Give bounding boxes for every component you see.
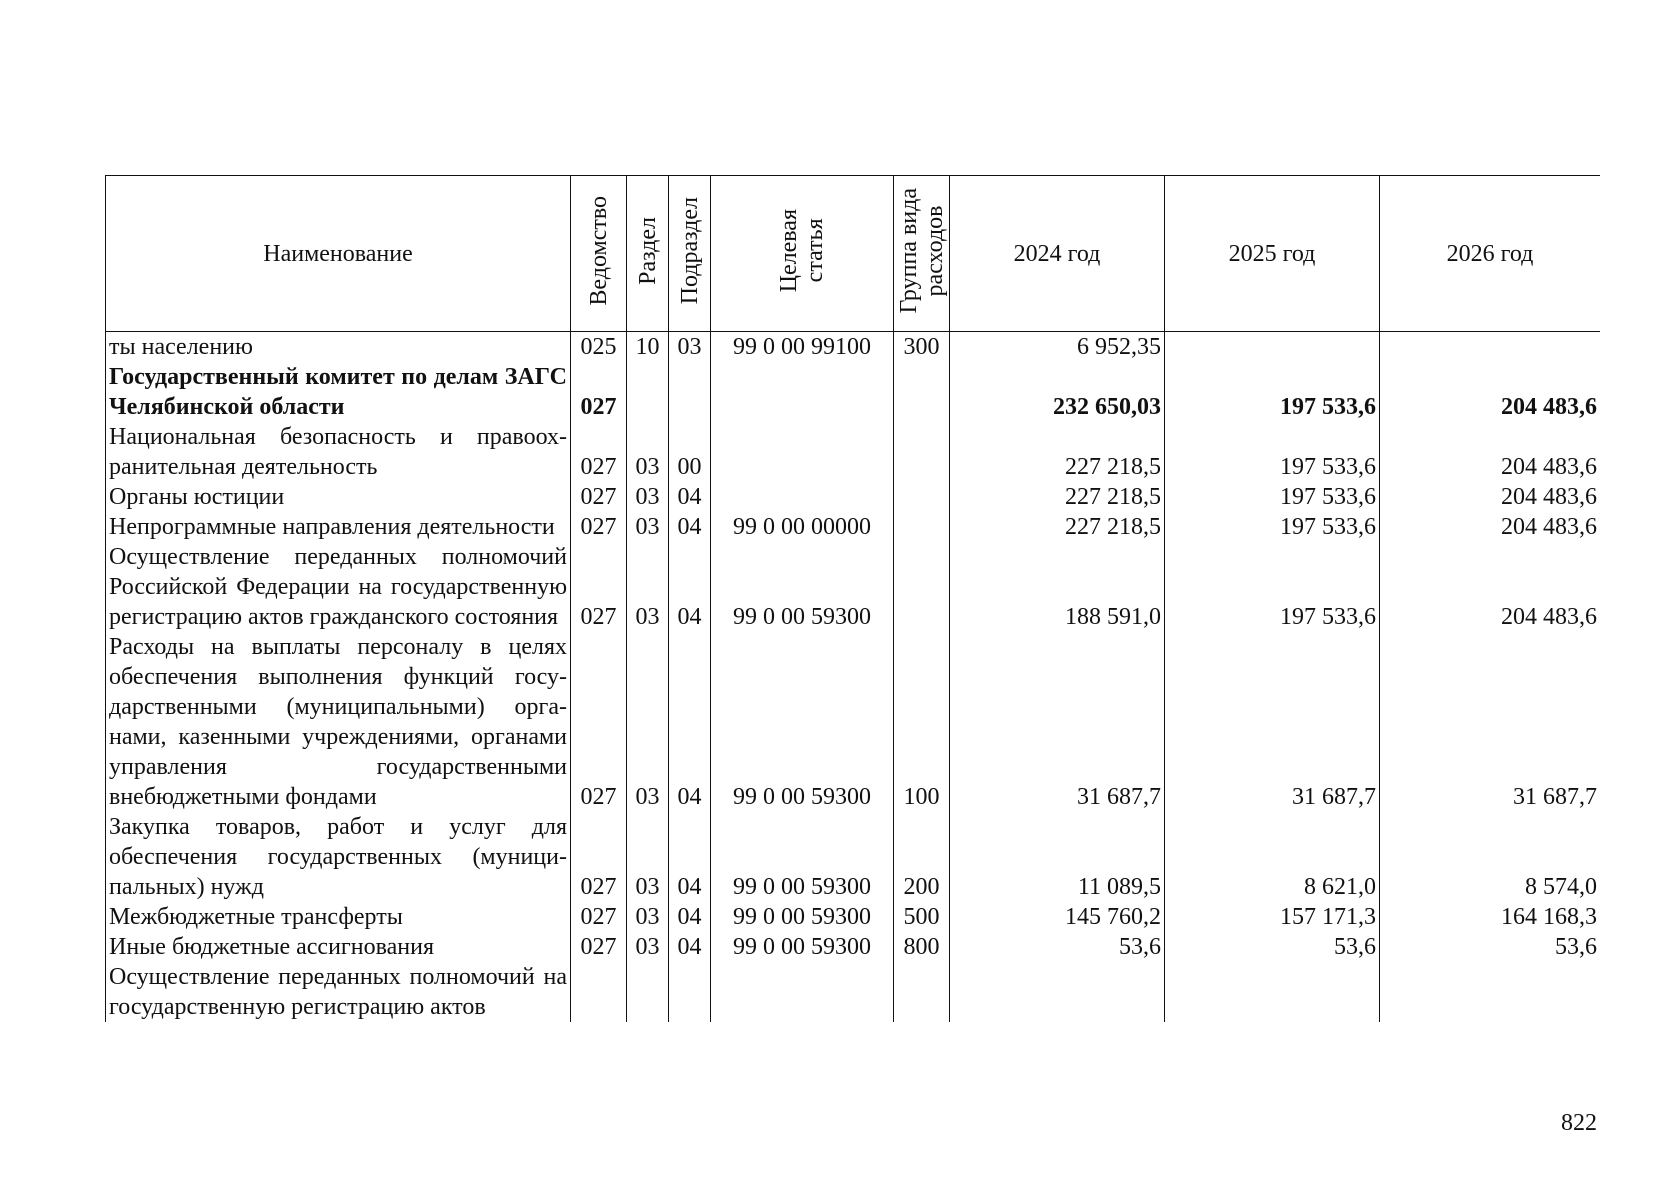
row-razdel: 03 [627, 542, 669, 632]
row-2025: 53,6 [1165, 932, 1380, 962]
row-ved: 027 [571, 812, 627, 902]
row-celevaya: 99 0 00 59300 [711, 902, 894, 932]
row-2026: 204 483,6 [1380, 422, 1601, 482]
header-podrazdel-label: Подраздел [676, 196, 703, 305]
row-gruppa [894, 482, 950, 512]
row-gruppa: 100 [894, 632, 950, 812]
row-podrazdel [669, 962, 711, 1022]
row-ved: 025 [571, 332, 627, 363]
row-gruppa: 800 [894, 932, 950, 962]
table-row [106, 482, 1601, 512]
header-gruppa [894, 176, 950, 332]
row-2026: 53,6 [1380, 932, 1601, 962]
row-gruppa: 300 [894, 332, 950, 363]
row-name: Органы юстиции [106, 482, 571, 512]
row-2025: 157 171,3 [1165, 902, 1380, 932]
header-2025 [1165, 176, 1380, 332]
row-name: Осуществление переданных полномочий на государственную регистрацию актов [106, 962, 571, 1022]
row-name: Осуществление переданных полномочий Российской Федерации на государственную регистрацию актов гражданского состояния [106, 542, 571, 632]
row-2024: 6 952,35 [950, 332, 1165, 363]
row-podrazdel: 04 [669, 812, 711, 902]
table-row [106, 332, 1601, 363]
row-gruppa [894, 422, 950, 482]
row-name: Государственный комитет по делам ЗАГС Челябинской области [106, 362, 571, 422]
page-number: 822 [1561, 1110, 1597, 1136]
row-2025: 197 533,6 [1165, 512, 1380, 542]
row-2025: 31 687,7 [1165, 632, 1380, 812]
header-name [106, 176, 571, 332]
row-ved: 027 [571, 932, 627, 962]
row-celevaya: 99 0 00 59300 [711, 812, 894, 902]
header-2024-label: 2024 год [1013, 240, 1101, 267]
row-name: Расходы на выплаты персоналу в целях обеспечения выполнения функций государственными (муниципальными) органами, казенными учреждениями, органами управления государственными внебюджетными фондами [106, 632, 571, 812]
row-ved [571, 962, 627, 1022]
row-celevaya: 99 0 00 99100 [711, 332, 894, 363]
table-row [106, 632, 1601, 812]
row-podrazdel: 04 [669, 902, 711, 932]
row-podrazdel: 04 [669, 542, 711, 632]
row-2025: 197 533,6 [1165, 482, 1380, 512]
table-row [106, 362, 1601, 422]
row-2026: 164 168,3 [1380, 902, 1601, 932]
row-2024: 232 650,03 [950, 362, 1165, 422]
header-razdel-label: Раздел [634, 216, 661, 285]
row-gruppa [894, 542, 950, 632]
table-body [106, 332, 1601, 1023]
row-ved: 027 [571, 632, 627, 812]
row-2025: 197 533,6 [1165, 422, 1380, 482]
row-razdel: 03 [627, 482, 669, 512]
row-name: ты населению [106, 332, 571, 363]
row-gruppa [894, 362, 950, 422]
row-2026 [1380, 962, 1601, 1022]
row-2026: 204 483,6 [1380, 362, 1601, 422]
row-celevaya [711, 422, 894, 482]
row-podrazdel [669, 362, 711, 422]
table-row [106, 422, 1601, 482]
table-header [106, 176, 1601, 332]
header-celevaya [711, 176, 894, 332]
row-podrazdel: 00 [669, 422, 711, 482]
row-razdel [627, 962, 669, 1022]
header-2025-label: 2025 год [1228, 240, 1316, 267]
row-podrazdel: 04 [669, 632, 711, 812]
row-2026 [1380, 332, 1601, 363]
header-ved [571, 176, 627, 332]
row-ved: 027 [571, 902, 627, 932]
row-gruppa: 200 [894, 812, 950, 902]
row-2024: 145 760,2 [950, 902, 1165, 932]
row-podrazdel: 04 [669, 482, 711, 512]
row-celevaya: 99 0 00 59300 [711, 632, 894, 812]
row-ved: 027 [571, 482, 627, 512]
row-razdel: 03 [627, 902, 669, 932]
row-2026: 204 483,6 [1380, 512, 1601, 542]
header-podrazdel [669, 176, 711, 332]
row-2024: 188 591,0 [950, 542, 1165, 632]
row-2025: 197 533,6 [1165, 362, 1380, 422]
row-name: Межбюджетные трансферты [106, 902, 571, 932]
row-razdel: 03 [627, 812, 669, 902]
row-2026: 31 687,7 [1380, 632, 1601, 812]
row-razdel: 03 [627, 422, 669, 482]
row-celevaya [711, 962, 894, 1022]
row-podrazdel: 04 [669, 932, 711, 962]
row-gruppa: 500 [894, 902, 950, 932]
row-2024: 227 218,5 [950, 512, 1165, 542]
row-2024: 53,6 [950, 932, 1165, 962]
row-name: Национальная безопасность и правоохранительная деятельность [106, 422, 571, 482]
header-gruppa-label: Группа вида расходов [895, 187, 948, 314]
row-2025: 197 533,6 [1165, 542, 1380, 632]
table-row [106, 812, 1601, 902]
row-ved: 027 [571, 512, 627, 542]
table-row [106, 932, 1601, 962]
header-2026 [1380, 176, 1601, 332]
row-2025: 8 621,0 [1165, 812, 1380, 902]
row-ved: 027 [571, 362, 627, 422]
header-2024 [950, 176, 1165, 332]
table-row [106, 962, 1601, 1022]
table-row [106, 542, 1601, 632]
table-row [106, 902, 1601, 932]
table-row [106, 512, 1601, 542]
row-podrazdel: 03 [669, 332, 711, 363]
header-ved-label: Ведомство [585, 195, 612, 306]
row-razdel: 10 [627, 332, 669, 363]
row-ved: 027 [571, 422, 627, 482]
row-name: Непрограммные направления деятельности [106, 512, 571, 542]
row-2024: 11 089,5 [950, 812, 1165, 902]
row-2026: 8 574,0 [1380, 812, 1601, 902]
row-celevaya: 99 0 00 00000 [711, 512, 894, 542]
header-razdel [627, 176, 669, 332]
row-celevaya: 99 0 00 59300 [711, 932, 894, 962]
row-name: Закупка товаров, работ и услуг для обеспечения государственных (муниципальных) нужд [106, 812, 571, 902]
row-2024: 31 687,7 [950, 632, 1165, 812]
row-2026: 204 483,6 [1380, 482, 1601, 512]
row-celevaya: 99 0 00 59300 [711, 542, 894, 632]
row-2025 [1165, 332, 1380, 363]
row-2026: 204 483,6 [1380, 542, 1601, 632]
row-ved: 027 [571, 542, 627, 632]
row-2025 [1165, 962, 1380, 1022]
row-podrazdel: 04 [669, 512, 711, 542]
header-name-label: Наименование [263, 240, 413, 267]
row-gruppa [894, 512, 950, 542]
row-celevaya [711, 482, 894, 512]
row-razdel: 03 [627, 632, 669, 812]
row-name: Иные бюджетные ассигнования [106, 932, 571, 962]
header-celevaya-label: Целевая статья [776, 208, 828, 293]
row-razdel: 03 [627, 932, 669, 962]
row-2024: 227 218,5 [950, 482, 1165, 512]
row-2024 [950, 962, 1165, 1022]
row-gruppa [894, 962, 950, 1022]
row-2024: 227 218,5 [950, 422, 1165, 482]
row-razdel [627, 362, 669, 422]
row-razdel: 03 [627, 512, 669, 542]
budget-table-container [105, 175, 1600, 1090]
row-celevaya [711, 362, 894, 422]
header-2026-label: 2026 год [1446, 240, 1534, 267]
budget-table [105, 175, 1600, 1022]
